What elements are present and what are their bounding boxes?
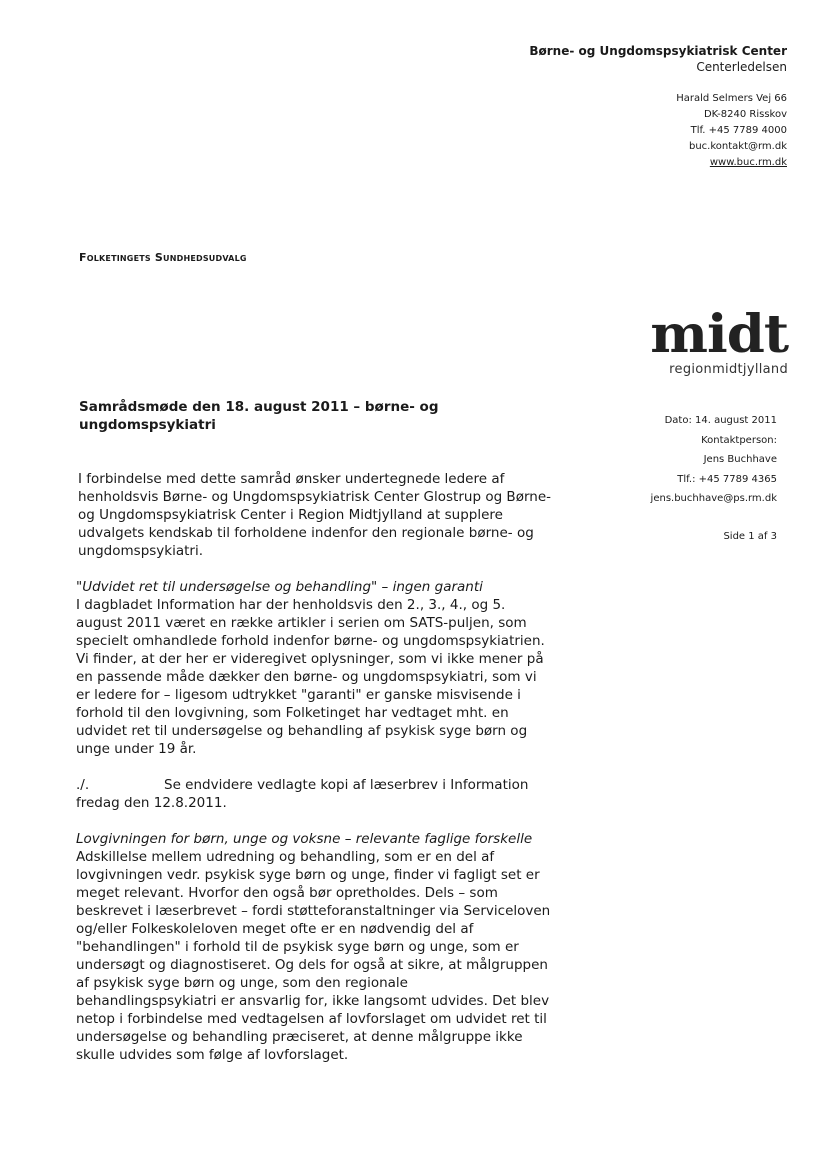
text-line: skulle udvides som følge af lovforslaget.	[76, 1047, 349, 1063]
sender-street: Harald Selmers Vej 66	[676, 93, 787, 104]
text-line: "behandlingen" i forhold til de psykisk syge børn og unge, som er	[76, 939, 519, 955]
text-line: og/eller Folkeskoleloven meget ofte er en nødvendig del af	[76, 921, 474, 937]
logo-wordmark: midt	[650, 304, 788, 365]
sender-city: DK-8240 Risskov	[703, 109, 787, 120]
sender-email: buc.kontakt@rm.dk	[688, 141, 787, 152]
attachment-text: Se endvidere vedlagte kopi af læserbrev i Information	[164, 777, 529, 793]
paragraph-intro	[78, 470, 576, 560]
text-line: udvidet ret til undersøgelse og behandling af psykisk syge børn og	[76, 723, 528, 739]
text-line: I forbindelse med dette samråd ønsker undertegnede ledere af	[78, 471, 505, 487]
text-line: netop i forbindelse med vedtagelsen af lovforslaget om udvidet ret til	[76, 1011, 547, 1027]
text-line: I dagbladet Information har der henholdsvis den 2., 3., 4., og 5.	[76, 597, 506, 613]
text-line: specielt omhandlede forhold indenfor børne- og ungdomspsykiatrien.	[76, 633, 545, 649]
contact-name: Jens Buchhave	[703, 454, 777, 465]
text-line: unge under 19 år.	[76, 741, 197, 757]
text-line: Vi finder, at der her er videregivet oplysninger, som vi ikke mener på	[76, 651, 544, 667]
text-line: en passende måde dækker den børne- og ungdomspsykiatri, som vi	[76, 669, 537, 685]
text-line: forhold til den lovgivning, som Folketinget har vedtaget mht. en	[76, 705, 509, 721]
sender-website-link[interactable]: www.buc.rm.dk	[709, 157, 787, 168]
text-line: beskrevet i læserbrevet – fordi støtteforanstaltninger via Serviceloven	[76, 903, 551, 919]
letter-body	[76, 398, 576, 1064]
letter-date: Dato: 14. august 2011	[664, 415, 777, 426]
letter-subject	[79, 398, 576, 434]
text-line: Adskillelse mellem udredning og behandling, som er en del af	[76, 849, 495, 865]
region-midtjylland-logo	[648, 304, 788, 377]
letter-meta	[651, 411, 777, 546]
section-heading-guarantee: "Udvidet ret til undersøgelse og behandling" – ingen garanti	[76, 579, 483, 595]
text-line: ungdomspsykiatri.	[78, 543, 204, 559]
text-line: udvalgets kendskab til forholdene indenfor den regionale børne- og	[78, 525, 534, 541]
section-heading-legislation: Lovgivningen for børn, unge og voksne – relevante faglige forskelle	[76, 831, 533, 847]
sender-organization: Børne- og Ungdomspsykiatrisk Center	[529, 44, 787, 58]
sender-block	[529, 43, 787, 171]
subject-line: ungdomspsykiatri	[79, 417, 216, 433]
paragraph-legislation	[76, 848, 576, 1064]
paragraph-attachment-note	[76, 776, 576, 812]
contact-label: Kontaktperson:	[701, 434, 777, 446]
logo-subtitle: regionmidtjylland	[669, 362, 788, 377]
text-line: er ledere for – ligesom udtrykket "garanti" er ganske misvisende i	[76, 687, 521, 703]
text-line: henholdsvis Børne- og Ungdomspsykiatrisk Center Glostrup og Børne-	[78, 489, 552, 505]
subject-line: Samrådsmøde den 18. august 2011 – børne- og	[79, 399, 439, 415]
sender-contact-details	[529, 91, 787, 171]
text-line: august 2011 været en række artikler i serien om SATS-puljen, som	[76, 615, 527, 631]
text-line: fredag den 12.8.2011.	[76, 795, 227, 811]
text-line: meget relevant. Hvorfor den også bør opretholdes. Dels – som	[76, 885, 498, 901]
text-line: undersøgt og diagnostiseret. Og dels for også at sikre, at målgruppen	[76, 957, 548, 973]
sender-phone: Tlf. +45 7789 4000	[690, 125, 787, 136]
text-line: undersøgelse og behandling præciseret, at denne målgruppe ikke	[76, 1029, 523, 1045]
text-line: af psykisk syge børn og unge, som den regionale	[76, 975, 408, 991]
recipient: Folketingets Sundhedsudvalg	[79, 251, 247, 264]
contact-phone: Tlf.: +45 7789 4365	[677, 473, 777, 485]
text-line	[76, 776, 576, 794]
paragraph-information	[76, 596, 576, 758]
text-line: lovgivningen vedr. psykisk syge børn og unge, finder vi fagligt set er	[76, 867, 540, 883]
text-line: og Ungdomspsykiatrisk Center i Region Midtjylland at supplere	[78, 507, 503, 523]
page-number: Side 1 af 3	[723, 530, 777, 542]
text-line: behandlingspsykiatri er ansvarlig for, ikke langsomt udvides. Det blev	[76, 993, 550, 1009]
attachment-mark: ./.	[76, 777, 90, 793]
sender-department: Centerledelsen	[696, 60, 787, 74]
contact-email: jens.buchhave@ps.rm.dk	[650, 493, 777, 504]
